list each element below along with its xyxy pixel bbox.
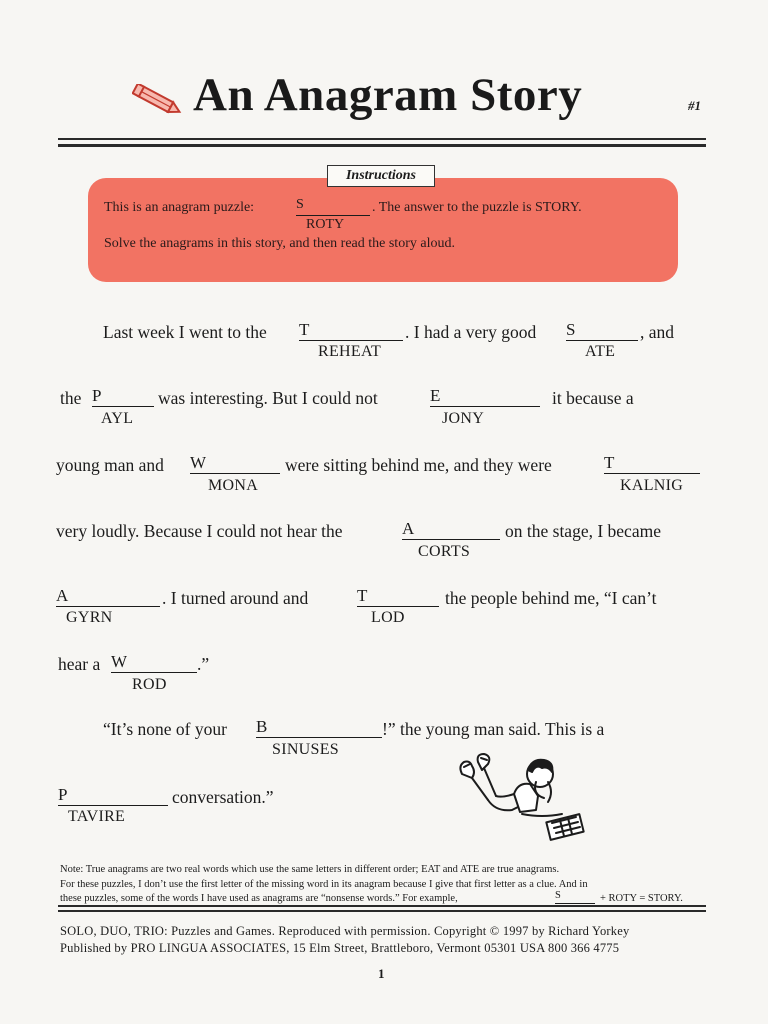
note-example-blank <box>555 889 595 904</box>
story-text: hear a <box>58 654 101 674</box>
anagram-clue: ROD <box>132 676 167 693</box>
note-line: these puzzles, some of the words I have used as anagrams are “nonsense words.” For example, <box>60 893 458 904</box>
boy-reading-illustration <box>452 752 592 844</box>
instructions-box <box>88 178 678 282</box>
blank-letter: S <box>566 320 576 339</box>
page-title: An Anagram Story <box>193 69 583 121</box>
instructions-label: Instructions <box>327 165 435 187</box>
story-text: “It’s none of your <box>103 719 227 739</box>
anagram-clue: SINUSES <box>272 741 340 758</box>
answer-blank[interactable] <box>56 586 160 607</box>
blank-letter: T <box>357 586 368 605</box>
story-text: !” the young man said. This is a <box>382 719 605 739</box>
answer-blank[interactable] <box>256 717 382 738</box>
footer-rule <box>58 905 706 907</box>
story-text: the people behind me, “I can’t <box>445 588 657 608</box>
story-text: was interesting. But I could not <box>158 388 378 408</box>
story-text: were sitting behind me, and they were <box>285 455 552 475</box>
blank-letter: S <box>555 890 561 901</box>
blank-letter: B <box>256 717 268 736</box>
story-text: very loudly. Because I could not hear the <box>56 521 343 541</box>
answer-blank[interactable] <box>111 652 197 673</box>
blank-letter: T <box>299 320 310 339</box>
anagram-clue: TAVIRE <box>68 808 126 825</box>
instructions-line1-text: This is an anagram puzzle: <box>104 200 255 215</box>
anagram-clue: LOD <box>371 609 405 626</box>
answer-blank[interactable] <box>566 320 638 341</box>
answer-blank[interactable] <box>190 453 280 474</box>
blank-letter: W <box>190 453 207 472</box>
page-number: 1 <box>378 966 385 981</box>
blank-letter: T <box>604 453 615 472</box>
note-line: Note: True anagrams are two real words which use the same letters in different order; EAT and ATE are true anagrams. <box>60 864 560 875</box>
anagram-clue: AYL <box>101 410 134 427</box>
anagram-clue: MONA <box>208 477 259 494</box>
footer-rule-double <box>58 910 706 912</box>
answer-blank[interactable] <box>604 453 700 474</box>
copyright-line: SOLO, DUO, TRIO: Puzzles and Games. Reproduced with permission. Copyright © 1997 by Richard Yorkey <box>60 924 630 938</box>
instructions-example-blank <box>296 195 370 216</box>
instructions-example-clue: ROTY <box>306 217 345 232</box>
anagram-clue: GYRN <box>66 609 113 626</box>
pencil-icon <box>132 84 184 118</box>
blank-letter: E <box>430 386 441 405</box>
blank-letter: W <box>111 652 128 671</box>
story-text: on the stage, I became <box>505 521 661 541</box>
header-rule <box>58 138 706 140</box>
publisher-line: Published by PRO LINGUA ASSOCIATES, 15 Elm Street, Brattleboro, Vermont 05301 USA 800 366 4775 <box>60 941 620 955</box>
instructions-line2: Solve the anagrams in this story, and then read the story aloud. <box>104 236 455 251</box>
header <box>60 60 710 140</box>
story-text: , and <box>640 322 675 342</box>
answer-blank[interactable] <box>92 386 154 407</box>
story-text: conversation.” <box>172 787 274 807</box>
blank-letter: S <box>296 197 304 212</box>
story-text: the <box>60 388 82 408</box>
puzzle-number: #1 <box>688 98 701 113</box>
story-text: young man and <box>56 455 164 475</box>
story-text: .” <box>197 654 210 674</box>
answer-blank[interactable] <box>58 785 168 806</box>
story-text: it because a <box>552 388 634 408</box>
answer-blank[interactable] <box>430 386 540 407</box>
note-line: + ROTY = STORY. <box>600 893 683 904</box>
story-text: . I turned around and <box>162 588 309 608</box>
blank-letter: A <box>402 519 415 538</box>
anagram-clue: JONY <box>442 410 485 427</box>
note-line: For these puzzles, I don’t use the first letter of the missing word in its anagram because I give that first letter as a clue. And in <box>60 879 588 890</box>
instructions-line1-after: . The answer to the puzzle is STORY. <box>372 200 582 215</box>
header-rule-double <box>58 144 706 147</box>
answer-blank[interactable] <box>357 586 439 607</box>
anagram-clue: REHEAT <box>318 343 382 360</box>
story-text: . I had a very good <box>405 322 537 342</box>
answer-blank[interactable] <box>299 320 403 341</box>
anagram-clue: KALNIG <box>620 477 684 494</box>
blank-letter: P <box>92 386 102 405</box>
story-text: Last week I went to the <box>103 322 267 342</box>
anagram-clue: CORTS <box>418 543 471 560</box>
answer-blank[interactable] <box>402 519 500 540</box>
anagram-clue: ATE <box>585 343 616 360</box>
blank-letter: A <box>56 586 69 605</box>
blank-letter: P <box>58 785 68 804</box>
